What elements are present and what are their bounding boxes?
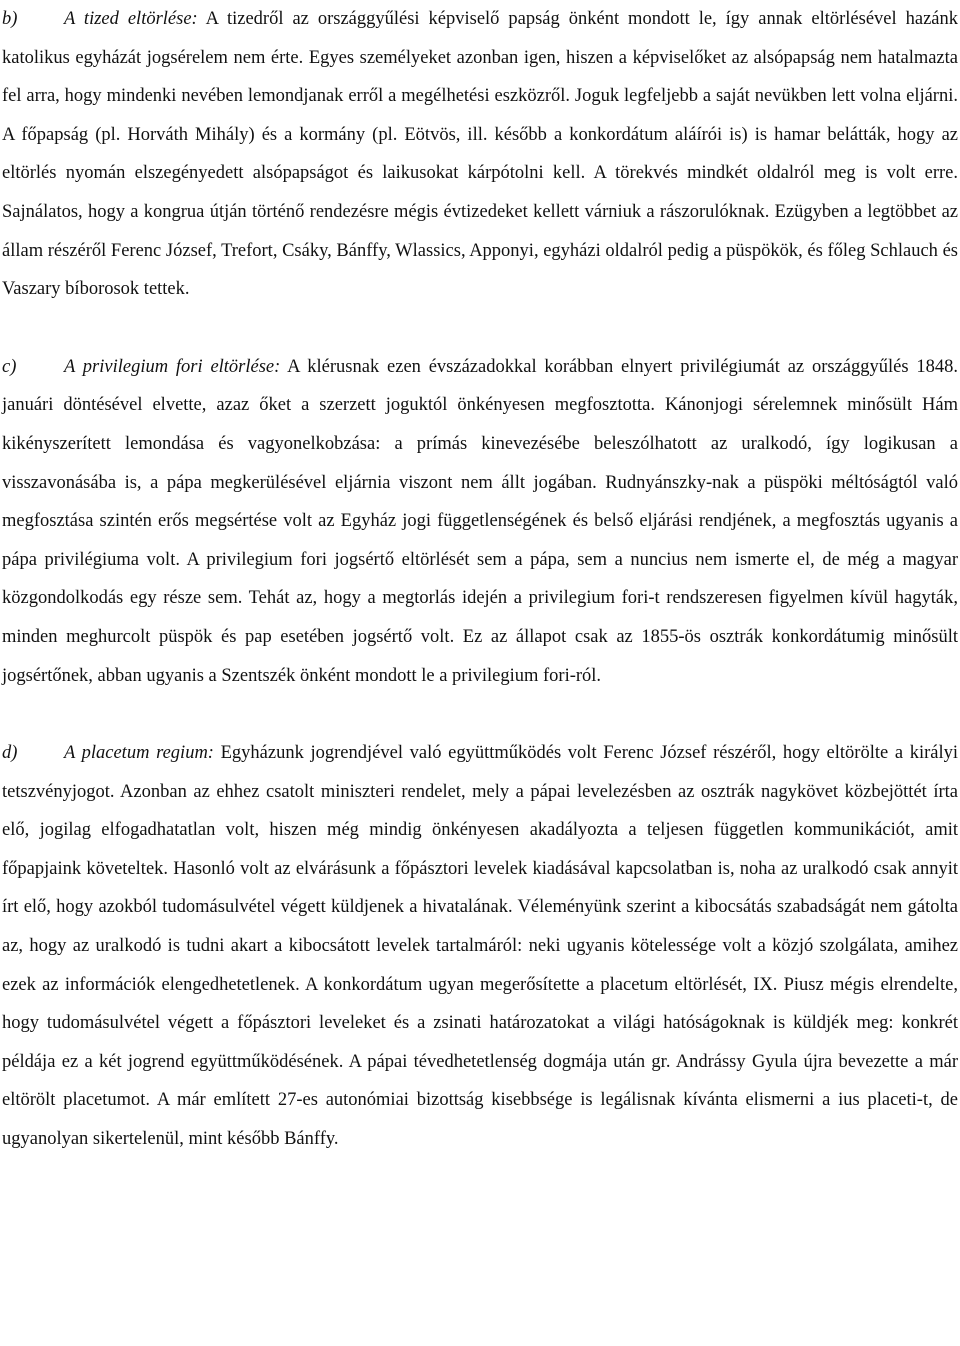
document-page (2, 0, 958, 1159)
section-body: A klérusnak ezen évszázadokkal korábban elnyert privilégiumát az országgyűlés 1848. januári döntésével elvette, azaz őket a szerzett joguktól önkényesen megfosztotta. Kánonjogi sérelemnek minősült Hám kikényszerített lemondása és vagyonelkobzása: a prímás kinevezésébe beleszólhatott az uralkodó, így logikusan a visszavonásába is, a pápa megkerülésével eljárnia viszont nem állt jogában. Rudnyánszky-nak a püspöki méltóságtól való megfosztása szintén erős megsértése volt az Egyház jogi függetlenségének és belső eljárási rendjének, a megfosztás ugyanis a pápa privilégiuma volt. A privilegium fori jogsértő eltörlését sem a pápa, sem a nuncius nem ismerte el, de még a magyar közgondolkodás egy része sem. Tehát az, hogy a megtorlás idején a privilegium fori-t rendszeresen figyelmen kívül hagyták, minden meghurcolt püspök és pap esetében jogsértő volt. Ez az állapot csak az 1855-ös osztrák konkordátumig minősült jogsértőnek, abban ugyanis a Szentszék önként mondott le a privilegium fori-ról. (2, 356, 958, 686)
section-body: A tizedről az országgyűlési képviselő papság önként mondott le, így annak eltörlésével hazánk katolikus egyházát jogsérelem nem érte. Egyes személyeket azonban igen, hiszen a képviselőket az alsópapság nem hatalmazta fel arra, hogy mindenki nevében lemondjanak erről a megélhetési eszközről. Joguk legfeljebb a saját nevükben lett volna eljárni. A főpapság (pl. Horváth Mihály) és a kormány (pl. Eötvös, ill. később a konkordátum aláírói is) is hamar belátták, hogy az eltörlés nyomán elszegényedett alsópapságot és laikusokat kárpótolni kell. A törekvés mindkét oldalról meg is volt erre. Sajnálatos, hogy a kongrua útján történő rendezésre mégis évtizedeket kellett várniuk a rászorulóknak. Ezügyben a legtöbbet az állam részéről Ferenc József, Trefort, Csáky, Bánffy, Wlassics, Apponyi, egyházi oldalról pedig a püspökök, és főleg Schlauch és Vaszary bíborosok tettek. (2, 9, 959, 300)
section-c (2, 348, 958, 695)
section-marker: d) (2, 743, 18, 764)
section-b (2, 0, 958, 309)
section-heading: A placetum regium: (64, 743, 214, 764)
section-body: Egyházunk jogrendjével való együttműködés volt Ferenc József részéről, hogy eltörölte a királyi tetszvényjogot. Azonban az ehhez csatolt miniszteri rendelet, mely a pápai levelezésben az osztrák nagykövet közbejöttét írta elő, jogilag elfogadhatatlan volt, hiszen még mindig önkényesen akadályozta a teljesen független kommunikációt, amit főpapjaink követeltek. Hasonló volt az elvárásunk a főpásztori levelek kiadásával kapcsolatban is, noha az uralkodó csak annyit írt elő, hogy azokból tudomásulvétel végett küldjenek a hivatalának. Véleményünk szerint a kibocsátás szabadságát nem gátolta az, hogy az uralkodó is tudni akart a kibocsátott levelek tartalmáról: neki ugyanis kötelessége volt a közjó szolgálata, amihez ezek az információk elengedhetetlenek. A konkordátum ugyan megerősítette a placetum eltörlését, IX. Piusz mégis elrendelte, hogy tudomásulvétel végett a főpásztori leveleket és a zsinati határozatokat a világi hatóságoknak is küldjék meg: konkrét példája ez a két jogrend együttműködésének. A pápai tévedhetetlenség dogmája után gr. Andrássy Gyula újra bevezette a már eltörölt placetumot. A már említett 27-es autonómiai bizottság kisebbsége is legálisnak kívánta elismerni a ius placeti-t, de ugyanolyan sikertelenül, mint később Bánffy. (2, 743, 958, 1150)
section-heading: A tized eltörlése: (64, 9, 198, 29)
section-d (2, 734, 958, 1159)
section-heading: A privilegium fori eltörlése: (64, 356, 281, 377)
section-marker: b) (2, 9, 18, 29)
section-marker: c) (2, 356, 17, 377)
